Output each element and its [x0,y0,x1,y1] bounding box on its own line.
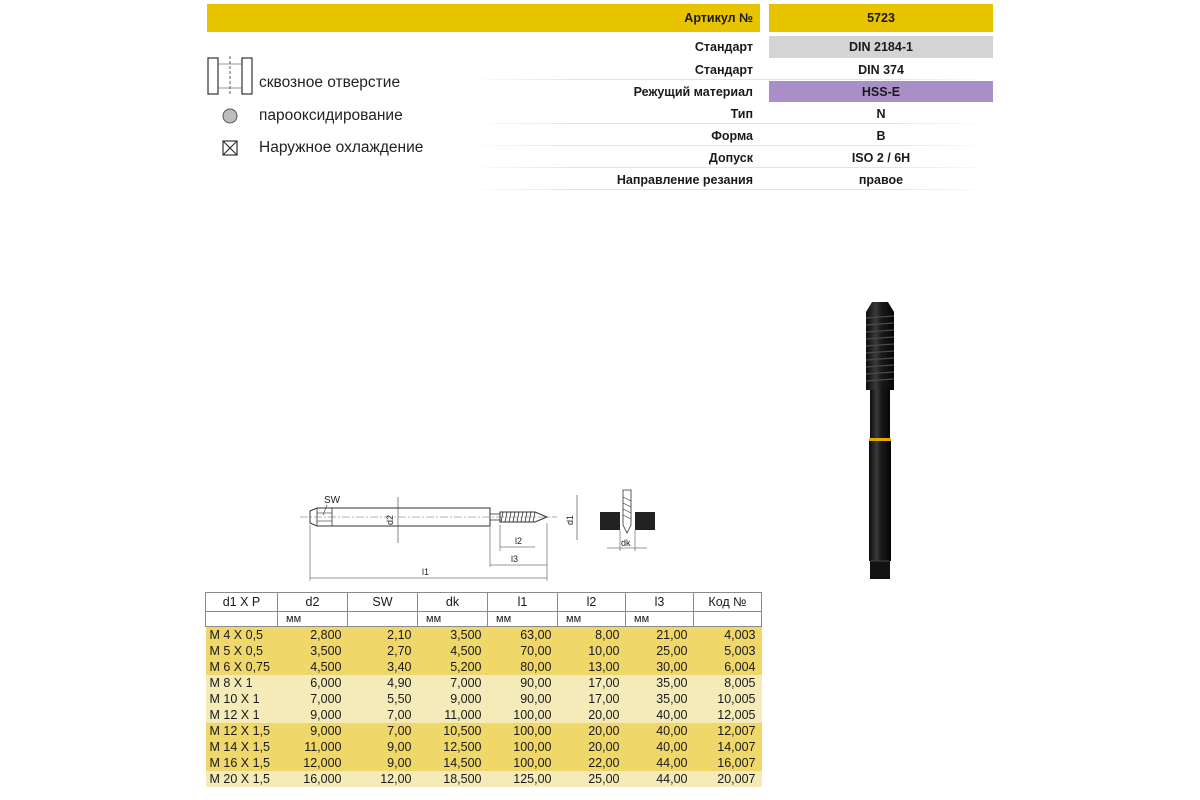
table-cell: 8,005 [724,676,756,690]
table-cell: 100,00 [513,756,552,770]
through-hole-icon [207,56,253,101]
table-cell: 40,00 [656,708,688,722]
legend-through-hole [207,56,401,101]
article-value: 5723 [867,11,895,25]
dk-label: dk [621,538,631,548]
spec-row-label: Допуск [708,151,753,165]
table-cell: 11,000 [304,740,342,754]
table-cell: 12,005 [717,708,756,722]
table-row [206,739,762,755]
table-row [206,771,762,787]
table-cell: 18,500 [443,772,482,786]
dimension-table [205,592,762,787]
table-cell: M 12 X 1 [209,708,260,722]
table-cell: 4,90 [387,676,412,690]
table-cell: 7,00 [387,724,412,738]
table-cell: 44,00 [656,756,688,770]
spec-row-value: DIN 374 [858,63,904,77]
spec-row-label: Режущий материал [633,85,753,99]
spec-row-label: Направление резания [616,173,753,187]
table-cell: 10,00 [588,644,620,658]
spec-row-label: Тип [730,107,753,121]
l3-label: l3 [511,554,519,564]
table-cell: 6,004 [724,660,756,674]
legend-external-cooling-text: Наружное охлаждение [259,139,424,156]
table-cell: 25,00 [656,644,688,658]
table-cell: 25,00 [588,772,620,786]
table-row [206,643,762,659]
table-cell: M 16 X 1,5 [209,756,270,770]
table-cell: 10,005 [717,692,756,706]
spec-header-row [207,4,993,32]
table-row [206,627,762,644]
table-cell: M 4 X 0,5 [209,628,263,642]
table-cell: 100,00 [513,724,552,738]
table-cell: 12,500 [443,740,482,754]
table-cell: 4,003 [724,628,756,642]
table-cell: 3,500 [450,628,482,642]
table-row [206,723,762,739]
d2-label: d2 [385,514,395,525]
legend-through-hole-text: сквозное отверстие [259,74,401,91]
unit-cell: мм [488,612,558,627]
table-cell: 8,00 [595,628,620,642]
table-cell: 17,00 [588,676,620,690]
table-cell: 90,00 [520,676,552,690]
table-cell: 5,200 [450,660,482,674]
legend-external-cooling [207,138,424,163]
tap-technical-drawing [295,485,675,590]
table-cell: 22,00 [588,756,620,770]
table-row [206,659,762,675]
column-header: d2 [278,593,348,612]
table-cell: M 14 X 1,5 [209,740,270,754]
table-cell: 7,000 [310,692,342,706]
table-cell: 13,00 [588,660,620,674]
table-cell: 3,40 [387,660,412,674]
column-header: l3 [626,593,694,612]
table-cell: 40,00 [656,724,688,738]
article-label: Артикул № [684,11,753,25]
spec-row [207,169,993,190]
table-cell: 16,000 [303,772,342,786]
d1-label: d1 [565,514,575,525]
column-header: l1 [488,593,558,612]
table-cell: 12,000 [303,756,342,770]
spec-row-value: правое [858,173,904,187]
table-cell: 4,500 [310,660,342,674]
unit-cell: мм [418,612,488,627]
tap-product-image [850,298,910,588]
spec-row-label: Стандарт [694,40,753,54]
table-cell: 4,500 [450,644,482,658]
table-cell: M 5 X 0,5 [209,644,263,658]
table-cell: 14,500 [443,756,482,770]
table-cell: 5,003 [724,644,756,658]
table-cell: 20,007 [717,772,756,786]
spec-row [207,36,993,58]
l2-label: l2 [515,536,523,546]
table-cell: 9,000 [450,692,482,706]
table-cell: 80,00 [520,660,552,674]
table-cell: 12,00 [380,772,412,786]
table-cell: 2,800 [310,628,342,642]
table-cell: 20,00 [588,740,620,754]
table-cell: M 10 X 1 [209,692,260,706]
table-cell: 21,00 [656,628,688,642]
table-cell: 70,00 [520,644,552,658]
table-cell: 12,007 [717,724,756,738]
spec-row-value: N [876,107,886,121]
external-cooling-icon [207,138,253,163]
legend-steam-oxide-text: парооксидирование [259,107,403,124]
unit-cell: мм [558,612,626,627]
table-cell: M 6 X 0,75 [209,660,270,674]
table-cell: M 12 X 1,5 [209,724,270,738]
table-cell: 100,00 [513,708,552,722]
table-cell: 20,00 [588,708,620,722]
unit-cell: мм [626,612,694,627]
spec-row-value: HSS-E [861,85,901,99]
l1-label: l1 [422,567,430,577]
table-cell: 125,00 [513,772,552,786]
spec-row-label: Стандарт [694,63,753,77]
column-header: Код № [694,593,762,612]
table-cell: 3,500 [310,644,342,658]
unit-cell [694,612,762,627]
table-cell: 90,00 [520,692,552,706]
table-cell: 9,000 [310,708,342,722]
table-row [206,707,762,723]
column-header: l2 [558,593,626,612]
table-row [206,691,762,707]
table-cell: 9,00 [387,740,412,754]
column-header: dk [418,593,488,612]
unit-cell: мм [278,612,348,627]
unit-cell [206,612,278,627]
table-cell: 17,00 [588,692,620,706]
table-cell: 40,00 [656,740,688,754]
table-cell: 6,000 [310,676,342,690]
table-cell: M 20 X 1,5 [209,772,270,786]
table-cell: 35,00 [656,676,688,690]
table-cell: 7,00 [387,708,412,722]
steam-oxide-icon [207,106,253,131]
table-cell: 16,007 [717,756,756,770]
table-cell: 9,000 [310,724,342,738]
table-cell: 30,00 [656,660,688,674]
dimension-table-header [206,593,762,612]
spec-row-value: DIN 2184-1 [849,40,913,54]
column-header: SW [348,593,418,612]
table-cell: 100,00 [513,740,552,754]
spec-row-value: B [876,129,886,143]
table-cell: 11,000 [444,708,482,722]
unit-cell [348,612,418,627]
column-header: d1 X P [206,593,278,612]
table-cell: 2,10 [387,628,412,642]
legend-steam-oxide [207,106,403,131]
table-cell: M 8 X 1 [209,676,253,690]
spec-row-value: ISO 2 / 6H [851,151,911,165]
spec-row-label: Форма [711,129,753,143]
table-cell: 44,00 [656,772,688,786]
table-cell: 35,00 [656,692,688,706]
dimension-table-units [206,612,762,627]
table-cell: 63,00 [520,628,552,642]
table-cell: 14,007 [717,740,756,754]
table-cell: 20,00 [588,724,620,738]
table-cell: 5,50 [387,692,412,706]
sw-label: SW [324,495,341,506]
table-row [206,675,762,691]
table-cell: 9,00 [387,756,412,770]
table-row [206,755,762,771]
table-cell: 10,500 [443,724,482,738]
table-cell: 2,70 [387,644,412,658]
table-cell: 7,000 [450,676,482,690]
